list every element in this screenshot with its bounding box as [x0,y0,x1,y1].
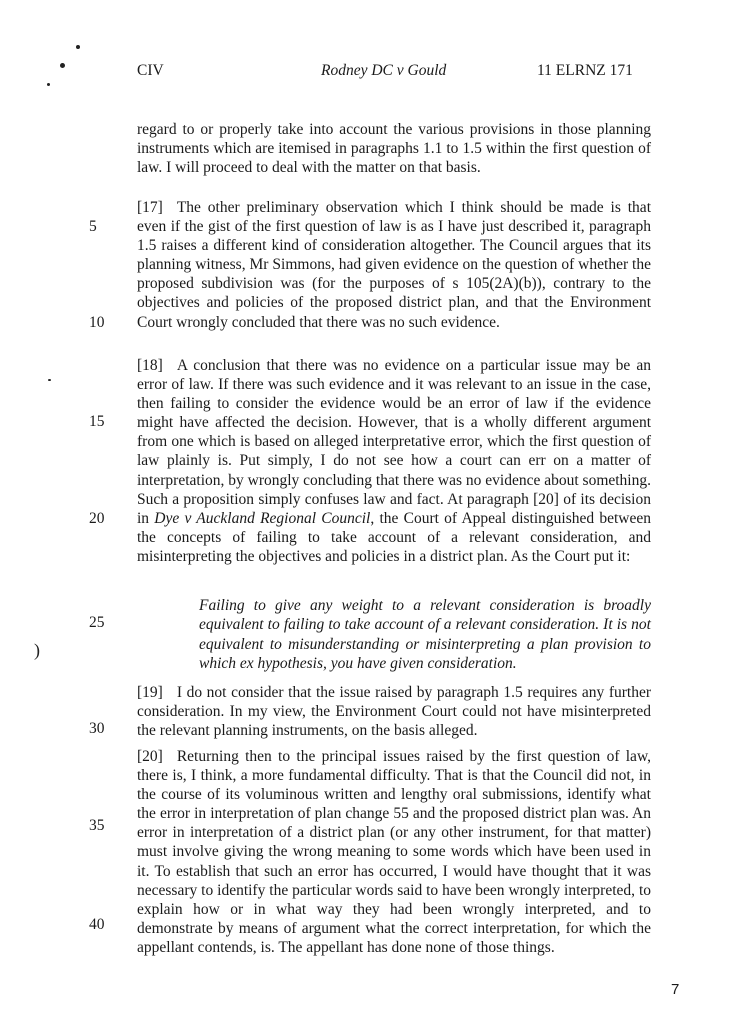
paragraph-19 [137,683,651,740]
paragraph-text: Returning then to the principal issues raised by the first question of law, there is, I think, a more fundamental difficulty. That is that the Council did not, in the course of its voluminous written and lengthy oral submissions, identify what the error in interpretation of plan change 55 and the proposed district plan was. An error in interpretation of a district plan (or any other instrument, for that matter) must involve giving the wrong meaning to some words which have been used in it. To establish that such an error has occurred, I would have thought that it was necessary to identify the particular words said to have been wrongly interpreted, to explain how or in what way they had been wrongly interpreted, and to demonstrate by means of argument what the correct interpretation, for which the appellant contends, is. The appellant has done none of those things. [137,748,651,956]
case-citation: Dye v Auckland Regional Council [154,509,371,527]
paragraph-18 [137,356,651,566]
paragraph-text: The other preliminary observation which I think should be made is that even if the gist of the first question of law is as I have just described it, paragraph 1.5 raises a different kind of consideration altogether. The Council argues that its planning witness, Mr Simmons, had given evidence on the question of whether the proposed subdivision was (for the purposes of s 105(2A)(b)), contrary to the objectives and policies of the proposed district plan, and that the Environment Court wrongly concluded that there was no such evidence. [137,199,651,331]
header-section: CIV [137,62,164,79]
line-number: 25 [89,614,105,631]
paragraph-text: I do not consider that the issue raised by paragraph 1.5 requires any further consideration. In my view, the Environment Court could not have misinterpreted the relevant planning instruments, on the basis alleged. [137,684,651,740]
scan-speck [60,63,65,68]
paragraph-number: [17] [137,199,163,216]
quote-text: Failing to give any weight to a relevant consideration is broadly equivalent to failing to take account of a relevant consideration. It is not equivalent to misunderstanding or misinterpreting a plan provision to which ex hypothesis, you have given consideration. [199,597,651,673]
paragraph-number: [18] [137,357,163,374]
scan-mark: ) [34,640,40,660]
page-number: 7 [671,981,680,998]
block-quote [199,596,651,674]
paragraph-20 [137,747,651,957]
line-number: 10 [89,314,105,331]
line-number: 40 [89,916,105,933]
paragraph-17 [137,198,651,332]
line-number: 35 [89,817,105,834]
header-citation: 11 ELRNZ 171 [537,62,633,79]
scan-speck [47,83,50,86]
paragraph-intro [137,120,651,177]
scan-speck [48,379,51,381]
line-number: 15 [89,413,105,430]
line-number: 20 [89,510,105,527]
paragraph-number: [19] [137,684,163,701]
paragraph-text: A conclusion that there was no evidence on a particular issue may be an error of law. If there was such evidence and it was relevant to an issue in the case, then failing to consider the evidence would be an error of law if the evidence might have affected the decision. However, that is a wholly different argument from one which is based on alleged interpretative error, which the first question of law plainly is. Put simply, I do not see how a court can err on a matter of interpretation, by wrongly concluding that there was no evidence about something. Such a proposition simply confuses law and fact. At paragraph [20] of its decision in [137,357,651,527]
header-case-name: Rodney DC v Gould [321,62,447,79]
scan-speck [76,45,80,49]
line-number: 5 [89,218,97,235]
paragraph-number: [20] [137,748,163,765]
paragraph-text: regard to or properly take into account the various provisions in those planning instruments which are itemised in paragraphs 1.1 to 1.5 within the first question of law. I will proceed to deal with the matter on that basis. [137,121,651,177]
paragraph-text: , the Court of Appeal distinguished between the concepts of failing to take account of a relevant consideration, and misinterpreting the objectives and policies in a district plan. As the Court put it: [137,509,651,565]
line-number: 30 [89,720,105,737]
